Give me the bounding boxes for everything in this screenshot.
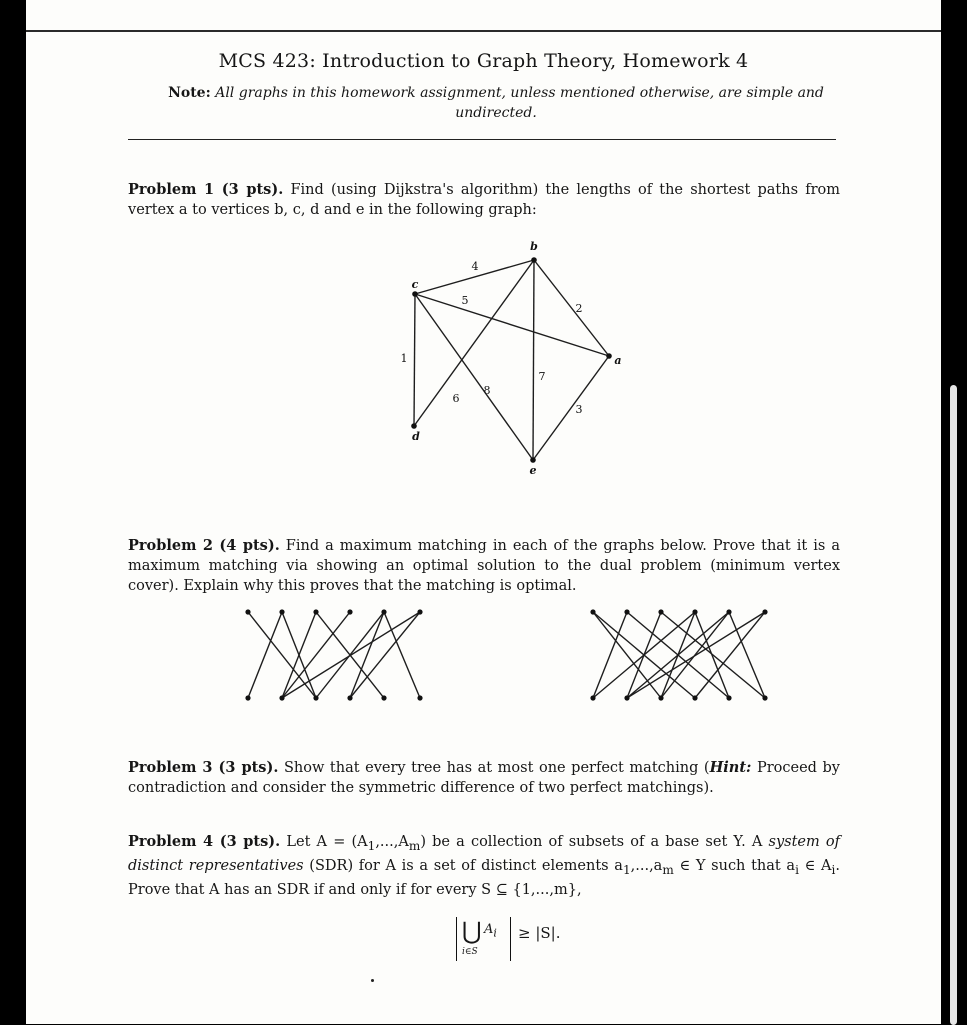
right-graph-bottom-vertex: [692, 695, 697, 700]
formula-rhs: ≥ |S|.: [518, 924, 561, 942]
right-graph-top-vertex: [762, 609, 767, 614]
problem-4: Problem 4 (3 pts). Let $A = (A_1,...,A_m)$ be a collection of subsets of a base set Y. A system of distinct representatives (SDR) for A is a set of distinct elements $a_1,...,a_m$ ∈ Y such that $a_i$ ∈ $A_i$. Prove that A has an SDR if and only if for every S ⊆ {1,...,m},: [128, 833, 841, 898]
hint-label: Hint:: [709, 759, 752, 776]
edge-c-e: [415, 294, 533, 460]
right-graph-edge: [729, 612, 765, 698]
right-graph-edge: [627, 612, 765, 698]
page-title: MCS 423: Introduction to Graph Theory, Homework 4: [218, 50, 749, 72]
vertex-d: [411, 423, 417, 429]
vertex-label-d: d: [412, 430, 420, 443]
stray-mark: [371, 979, 374, 982]
problem-3-heading: Problem 3 (3 pts).: [128, 759, 279, 776]
left-graph-top-vertex: [417, 609, 422, 614]
scrollbar-thumb[interactable]: [950, 385, 957, 1025]
right-graph-bottom-vertex: [658, 695, 663, 700]
weight-c-e: 8: [483, 384, 491, 397]
left-graph-top-vertex: [245, 609, 250, 614]
right-graph-edge: [593, 612, 661, 698]
left-graph-bottom-vertex: [381, 695, 386, 700]
vertex-label-b: b: [530, 240, 538, 253]
left-graph-edge: [282, 612, 420, 698]
edge-b-a: [534, 260, 609, 356]
left-graph-top-vertex: [347, 609, 352, 614]
vertex-b: [531, 257, 537, 263]
vertex-label-c: c: [411, 278, 419, 291]
right-graph-top-vertex: [624, 609, 629, 614]
problem-4-heading: Problem 4 (3 pts).: [128, 833, 281, 850]
problem-3-hint: Proceed by contradiction and consider the symmetric difference of two perfect matchings).: [128, 760, 840, 796]
problem-2: [128, 536, 840, 596]
weight-b-e: 7: [538, 370, 546, 383]
abs-bar-left: [456, 917, 457, 961]
union-index: i∈S: [462, 947, 478, 957]
right-graph-top-vertex: [590, 609, 595, 614]
abs-bar-right: [510, 917, 511, 961]
weight-a-e: 3: [575, 403, 583, 416]
dijkstra-graph: [366, 238, 646, 483]
problem-2-text: Find a maximum matching in each of the graphs below. Prove that it is a maximum matching via showing an optimal solution to the dual problem (minimum vertex cover). Explain why this proves that the matching is optimal.: [128, 538, 841, 594]
weight-b-d: 6: [452, 392, 460, 405]
weight-c-b: 4: [471, 260, 479, 273]
right-graph-bottom-vertex: [762, 695, 767, 700]
left-graph-top-vertex: [381, 609, 386, 614]
problem-3-text: Show that every tree has at most one perfect matching (: [283, 760, 710, 776]
weight-c-a: 5: [461, 294, 469, 307]
left-graph-edge: [384, 612, 420, 698]
left-graph-bottom-vertex: [347, 695, 352, 700]
bipartite-graph-right: [581, 600, 781, 712]
left-graph-bottom-vertex: [245, 695, 250, 700]
problem-1-heading: Problem 1 (3 pts).: [128, 181, 284, 198]
left-graph-edge: [350, 612, 384, 698]
top-rule: [26, 30, 941, 32]
note-text: All graphs in this homework assignment, unless mentioned otherwise, are simple and undirected.: [215, 85, 824, 121]
problem-1: [128, 180, 840, 220]
vertex-a: [606, 353, 612, 359]
left-graph-edge: [248, 612, 282, 698]
bipartite-graph-left: [236, 600, 436, 712]
vertex-label-e: e: [529, 464, 537, 477]
left-graph-edge: [350, 612, 420, 698]
right-graph-top-vertex: [692, 609, 697, 614]
weight-b-a: 2: [575, 302, 583, 315]
left-graph-top-vertex: [313, 609, 318, 614]
problem-3: [128, 758, 840, 798]
vertex-label-a: a: [614, 354, 622, 367]
right-graph-bottom-vertex: [624, 695, 629, 700]
note-label: Note:: [168, 85, 211, 101]
edge-c-d: [414, 294, 415, 426]
left-graph-edge: [248, 612, 316, 698]
header-note: [146, 83, 846, 123]
right-graph-top-vertex: [658, 609, 663, 614]
right-graph-edge: [695, 612, 765, 698]
vertex-e: [530, 457, 536, 463]
left-graph-edge: [282, 612, 350, 698]
union-symbol: ⋃: [462, 917, 482, 945]
sdr-term: system of distinct representatives: [128, 834, 841, 874]
edge-b-e: [533, 260, 534, 460]
homework-page: [26, 0, 941, 1024]
weight-c-d: 1: [400, 352, 408, 365]
header-divider: [128, 139, 836, 140]
problem-1-text: Find (using Dijkstra's algorithm) the lengths of the shortest paths from vertex a to vertices b, c, d and e in the following graph:: [128, 182, 840, 218]
right-graph-top-vertex: [726, 609, 731, 614]
edge-b-d: [411, 260, 534, 426]
left-graph-top-vertex: [279, 609, 284, 614]
hall-condition-formula: [454, 915, 594, 963]
left-graph-bottom-vertex: [313, 695, 318, 700]
right-graph-bottom-vertex: [590, 695, 595, 700]
vertex-c: [412, 291, 418, 297]
right-graph-bottom-vertex: [726, 695, 731, 700]
left-graph-bottom-vertex: [279, 695, 284, 700]
left-graph-bottom-vertex: [417, 695, 422, 700]
right-graph-edge: [695, 612, 729, 698]
problem-2-heading: Problem 2 (4 pts).: [128, 537, 280, 554]
set-a-i: $A_i$: [484, 922, 497, 940]
right-graph-edge: [593, 612, 627, 698]
